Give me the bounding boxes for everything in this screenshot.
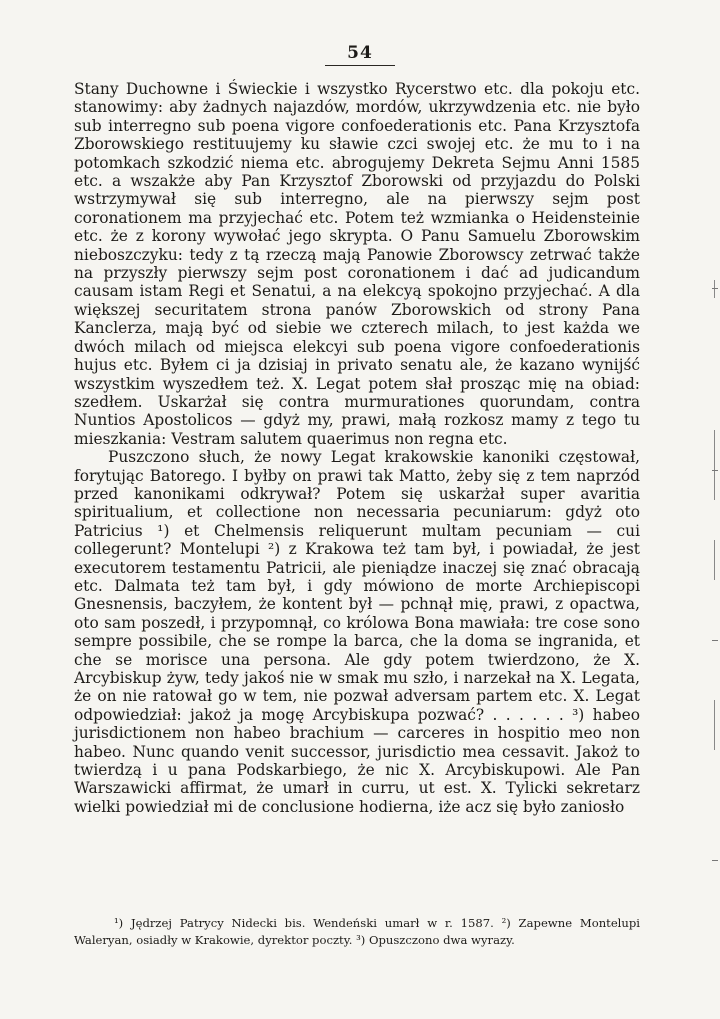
footnote-text: ¹) Jędrzej Patrycy Nidecki bis. Wendeński umarł w r. 1587. ²) Zapewne Montelupi Waleryan, osiadły w Krakowie, dyrektor poczty. ³) Opuszczono dwa wyrazy. (74, 916, 640, 947)
edge-mark (714, 430, 715, 500)
edge-mark (714, 280, 715, 298)
edge-mark (712, 860, 718, 861)
paragraph-2: Puszczono słuch, że nowy Legat krakowskie kanoniki częstował, forytując Batorego. I byłby on prawi tak Matto, żeby się z tem naprzód przed kanonikami odkrywał? Potem się uskarżał super avaritia spiritualium, et collectione non necessaria pecuniarum: gdyż oto Patricius ¹) et Chelmensis reliquerunt multam pecuniam — cui collegerunt? Montelupi ²) z Krakowa też tam był, i powiadał, że jest executorem testamentu Patricii, ale pieniądze inaczej się znać obracają etc. Dalmata też tam był, i gdy mówiono de morte Archiepiscopi Gnesnensis, baczyłem, że kontent był — pchnął mię, prawi, z opactwa, oto sam poszedł, i przypomnął, co królowa Bona mawiała: tre cose sono sempre possibile, che se rompe la barca, che la doma se ingranida, et che se morisce una persona. Ale gdy potem twierdzono, że X. Arcybiskup żyw, tedy jakoś nie w smak mu szło, i narzekał na X. Legata, że on nie ratował go w tem, nie pozwał adversam partem etc. X. Legat odpowiedział: jakoż ja mogę Arcybiskupa pozwać? . . . . . . ³) habeo jurisdictionem non habeo brachium — carceres in hospitio meo non habeo. Nunc quando venit successor, jurisdictio mea cessavit. Jakoż to twierdzą i u pana Podskarbiego, że nic X. Arcybiskupowi. Ale Pan Warszawicki affirmat, że umarł in curru, ut est. X. Tylicki sekretarz wielki powiedział mi de conclusione hodierna, iże acz się było zaniosło (74, 448, 640, 816)
edge-mark (712, 640, 718, 641)
page-number: 54 (347, 43, 373, 63)
footnotes (74, 915, 640, 949)
edge-mark (714, 700, 715, 750)
scan-edge-marks (708, 0, 720, 1019)
edge-mark (714, 540, 715, 580)
page-number-underline (325, 65, 395, 66)
edge-mark (712, 470, 718, 471)
main-text (74, 80, 640, 816)
edge-mark (712, 288, 718, 289)
paragraph-1: Stany Duchowne i Świeckie i wszystko Rycerstwo etc. dla pokoju etc. stanowimy: aby żadnych najazdów, mordów, ukrzywdzenia etc. nie było sub interregno sub poena vigore confoederationis etc. Pana Krzysztofa Zborowskiego restituujemy ku sławie czci swojej etc. że mu to i na potomkach szkodzić niema etc. abrogujemy Dekreta Sejmu Anni 1585 etc. a wszakże aby Pan Krzysztof Zborowski od przyjazdu do Polski wstrzymywał się sub interregno, ale na pierwszy sejm post coronationem ma przyjechać etc. Potem też wzmianka o Heidensteinie etc. że z korony wywołać jego skrypta. O Panu Samuelu Zborowskim nieboszczyku: tedy z tą rzeczą mają Panowie Zborowscy zetrwać także na przyszły pierwszy sejm post coronationem i dać ad judicandum causam istam Regi et Senatui, a na elekcyą spokojno przyjechać. A dla większej securitatem strona panów Zborowskich od strony Pana Kanclerza, mają być od siebie we czterech milach, to jest każda we dwóch milach od miejsca elekcyi sub poena vigore confoederationis hujus etc. Byłem ci ja dzisiaj in privato senatu ale, że kazano wynijść wszystkim wyszedłem też. X. Legat potem słał prosząc mię na obiad: szedłem. Uskarżał się contra murmurationes quorundam, contra Nuntios Apostolicos — gdyż my, prawi, małą rozkosz mamy z tego tu mieszkania: Vestram salutem quaerimus non regna etc. (74, 80, 640, 448)
